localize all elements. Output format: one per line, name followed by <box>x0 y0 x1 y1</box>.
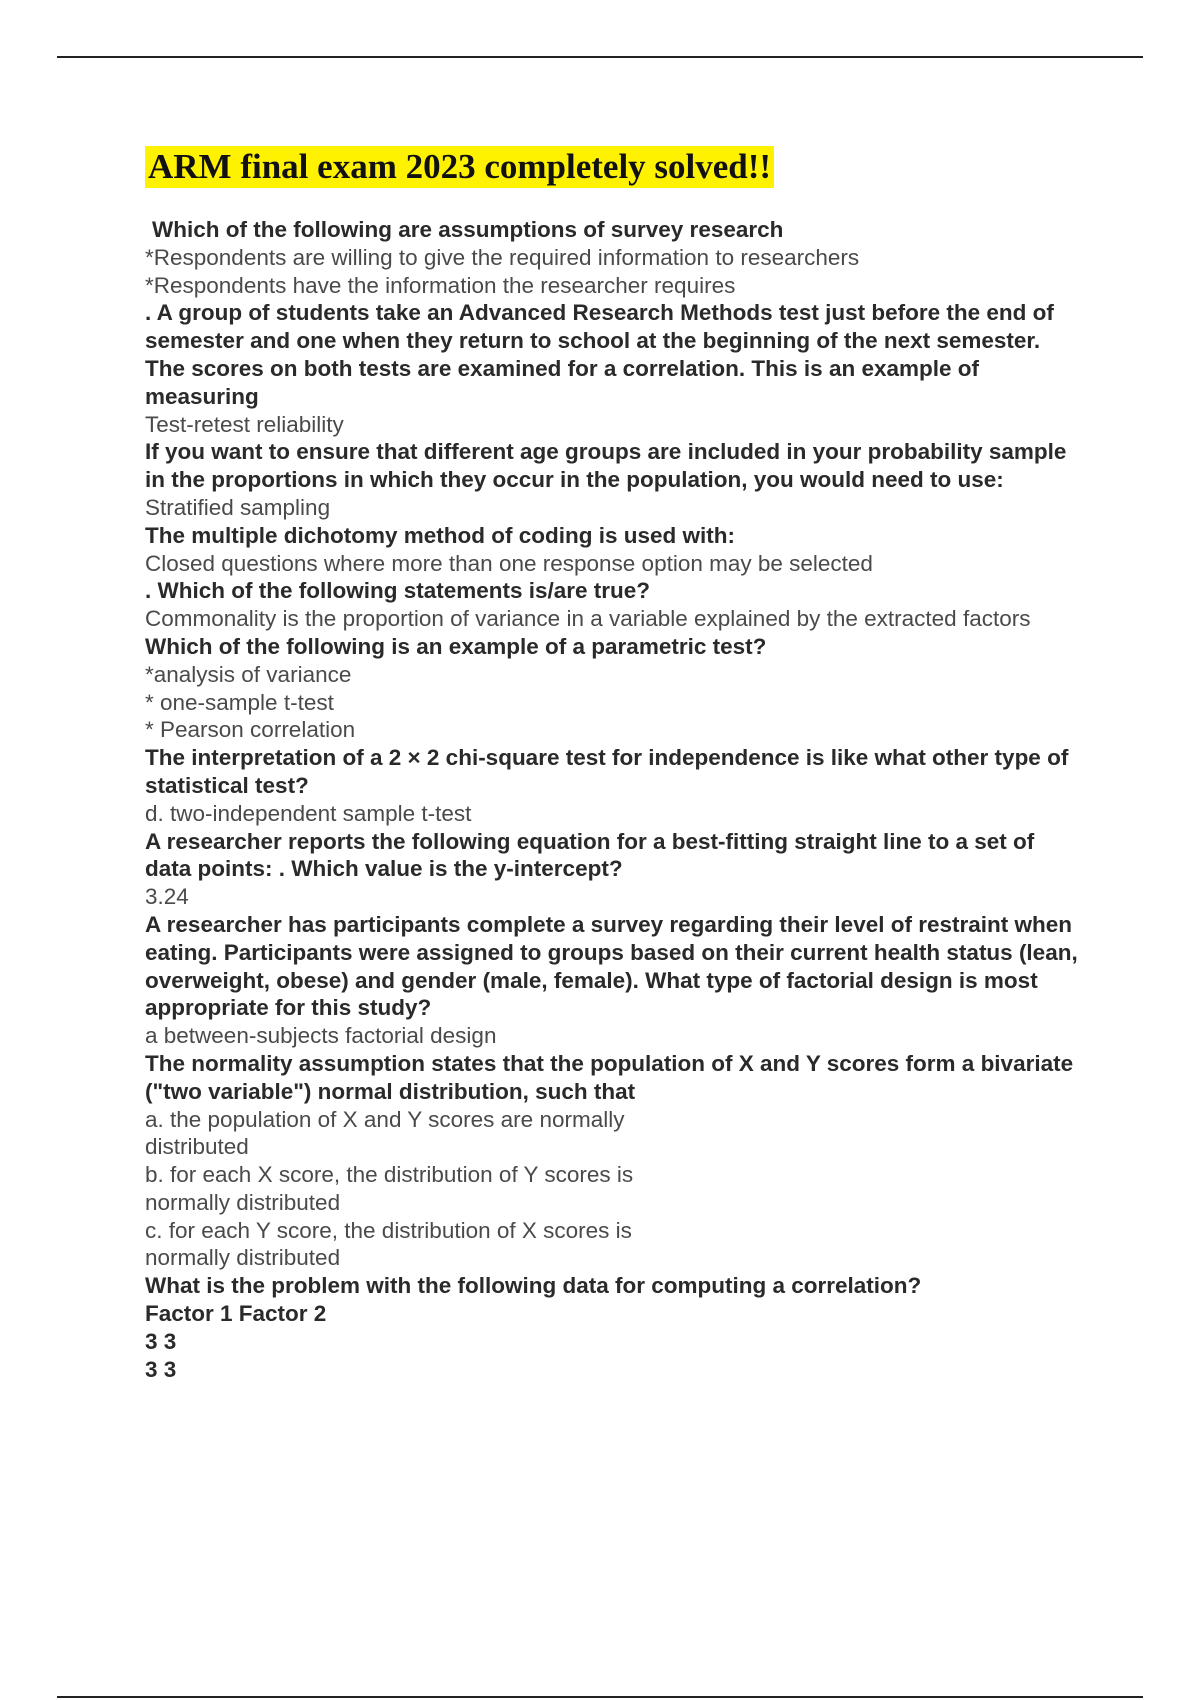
answer-text: c. for each Y score, the distribution of X scores is normally distributed <box>145 1217 632 1271</box>
question-text: A researcher reports the following equation for a best-fitting straight line to a set of data points: . Which value is the y-intercept? <box>145 828 1035 882</box>
question-text: Which of the following is an example of a parametric test? <box>145 633 767 659</box>
table-row: 3 3 <box>145 1356 177 1382</box>
question-text: What is the problem with the following data for computing a correlation? <box>145 1273 922 1299</box>
answer-text: a between-subjects factorial design <box>145 1023 497 1049</box>
question-text: The interpretation of a 2 × 2 chi-square test for independence is like what other type of statistical test? <box>145 745 1069 798</box>
answer-text: Test-retest reliability <box>145 411 344 437</box>
answer-text: a. the population of X and Y scores are normally distributed <box>145 1106 625 1160</box>
table-row: 3 3 <box>145 1328 177 1354</box>
bottom-rule <box>57 1696 1143 1698</box>
answer-text: b. for each X score, the distribution of Y scores is normally distributed <box>145 1162 634 1215</box>
answer-text: Stratified sampling <box>145 494 331 520</box>
table-header: Factor 1 Factor 2 <box>145 1301 327 1327</box>
answer-text: *analysis of variance <box>145 661 352 687</box>
answer-text: * one-sample t-test <box>145 689 334 715</box>
answer-text: *Respondents have the information the researcher requires <box>145 272 736 298</box>
question-text: The multiple dichotomy method of coding is used with: <box>145 522 735 548</box>
question-text: A researcher has participants complete a survey regarding their level of restraint when eating. Participants were assigned to groups based on their current health status (lean, overweight, obese) and gender (male, female). What type of factorial design is most appropriate for this study? <box>145 911 1078 1021</box>
answer-text: d. two-independent sample t-test <box>145 800 472 826</box>
question-text: . Which of the following statements is/are true? <box>145 578 651 604</box>
answer-text: Commonality is the proportion of variance in a variable explained by the extracted factors <box>145 606 1031 632</box>
top-rule <box>57 56 1143 58</box>
question-text: The normality assumption states that the population of X and Y scores form a bivariate ("two variable") normal distribution, such that <box>145 1050 1074 1104</box>
answer-text: *Respondents are willing to give the required information to researchers <box>145 244 860 270</box>
question-text: . A group of students take an Advanced Research Methods test just before the end of semester and one when they return to school at the beginning of the next semester. The scores on both tests are examined for a correlation. This is an example of measuring <box>145 300 1054 409</box>
answer-text: 3.24 <box>145 884 189 910</box>
answer-text: * Pearson correlation <box>145 717 356 743</box>
document-title: ARM final exam 2023 completely solved!! <box>145 146 774 188</box>
question-text: If you want to ensure that different age groups are included in your probability sample in the proportions in which they occur in the population, you would need to use: <box>145 439 1067 493</box>
question-text: Which of the following are assumptions of survey research <box>152 217 784 242</box>
document-body <box>145 216 1085 1383</box>
title-block <box>145 146 774 188</box>
answer-text: Closed questions where more than one response option may be selected <box>145 550 873 576</box>
